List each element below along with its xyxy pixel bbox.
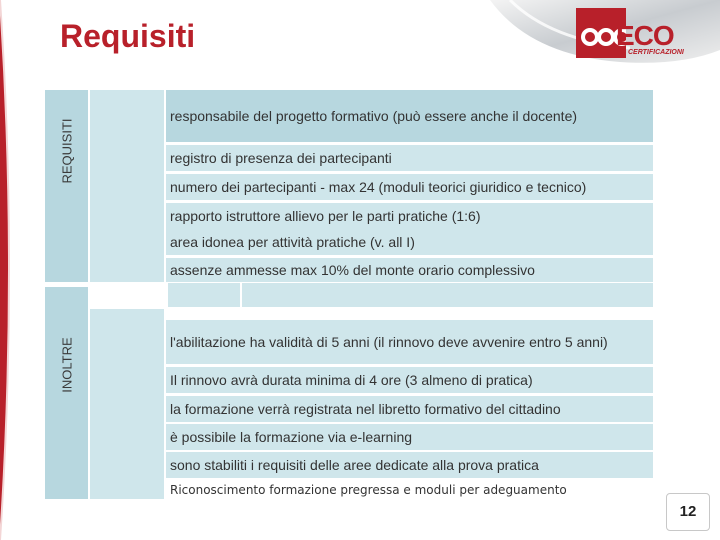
table-row: [166, 145, 653, 171]
table-row: [166, 367, 653, 393]
table-spacer-column: [90, 90, 164, 282]
inoltre-text: l'abilitazione ha validità di 5 anni (il rinnovo deve avvenire entro 5 anni): [170, 333, 608, 350]
inoltre-section-label-cell: [45, 287, 88, 499]
inoltre-text: Riconoscimento formazione pregressa e moduli per adeguamento: [170, 482, 567, 497]
table-row: [166, 424, 653, 450]
table-row: [166, 229, 653, 255]
page-number: 12: [666, 493, 710, 531]
empty-table-cell: [242, 283, 653, 307]
inoltre-text: Il rinnovo avrà durata minima di 4 ore (3 almeno di pratica): [170, 371, 533, 388]
table-row: [166, 258, 653, 282]
left-decorative-curve: [0, 0, 20, 540]
logo-brand-text: ECO: [616, 20, 674, 51]
table-row: [166, 174, 653, 200]
inoltre-section-label: INOLTRE: [59, 337, 74, 394]
table-row: [166, 452, 653, 478]
empty-table-cell: [168, 283, 240, 307]
eco-certificazioni-logo: [576, 8, 706, 60]
table-row: [166, 203, 653, 229]
inoltre-text: sono stabiliti i requisiti delle aree dedicate alla prova pratica: [170, 456, 539, 473]
inoltre-text: è possibile la formazione via e-learning: [170, 428, 413, 445]
requisito-text: assenze ammesse max 10% del monte orario complessivo: [170, 261, 535, 278]
requisito-text: area idonea per attività pratiche (v. all I): [170, 233, 415, 250]
requisito-text: rapporto istruttore allievo per le parti pratiche (1:6): [170, 207, 481, 224]
requisito-text: responsabile del progetto formativo (può essere anche il docente): [170, 107, 578, 124]
logo-subtitle-text: CERTIFICAZIONI: [628, 49, 684, 56]
requisiti-section-label: REQUISITI: [59, 118, 74, 184]
inoltre-text: la formazione verrà registrata nel libretto formativo del cittadino: [170, 400, 561, 417]
table-row: [166, 396, 653, 422]
page-title: Requisiti: [60, 18, 196, 54]
table-row: [166, 320, 653, 364]
table-spacer-column: [90, 309, 164, 499]
requisito-text: registro di presenza dei partecipanti: [170, 149, 392, 166]
requisito-text: numero dei partecipanti - max 24 (moduli teorici giuridico e tecnico): [170, 178, 587, 195]
table-row: [166, 90, 653, 142]
requisiti-section-label-cell: [45, 90, 88, 282]
table-row: [166, 480, 653, 500]
